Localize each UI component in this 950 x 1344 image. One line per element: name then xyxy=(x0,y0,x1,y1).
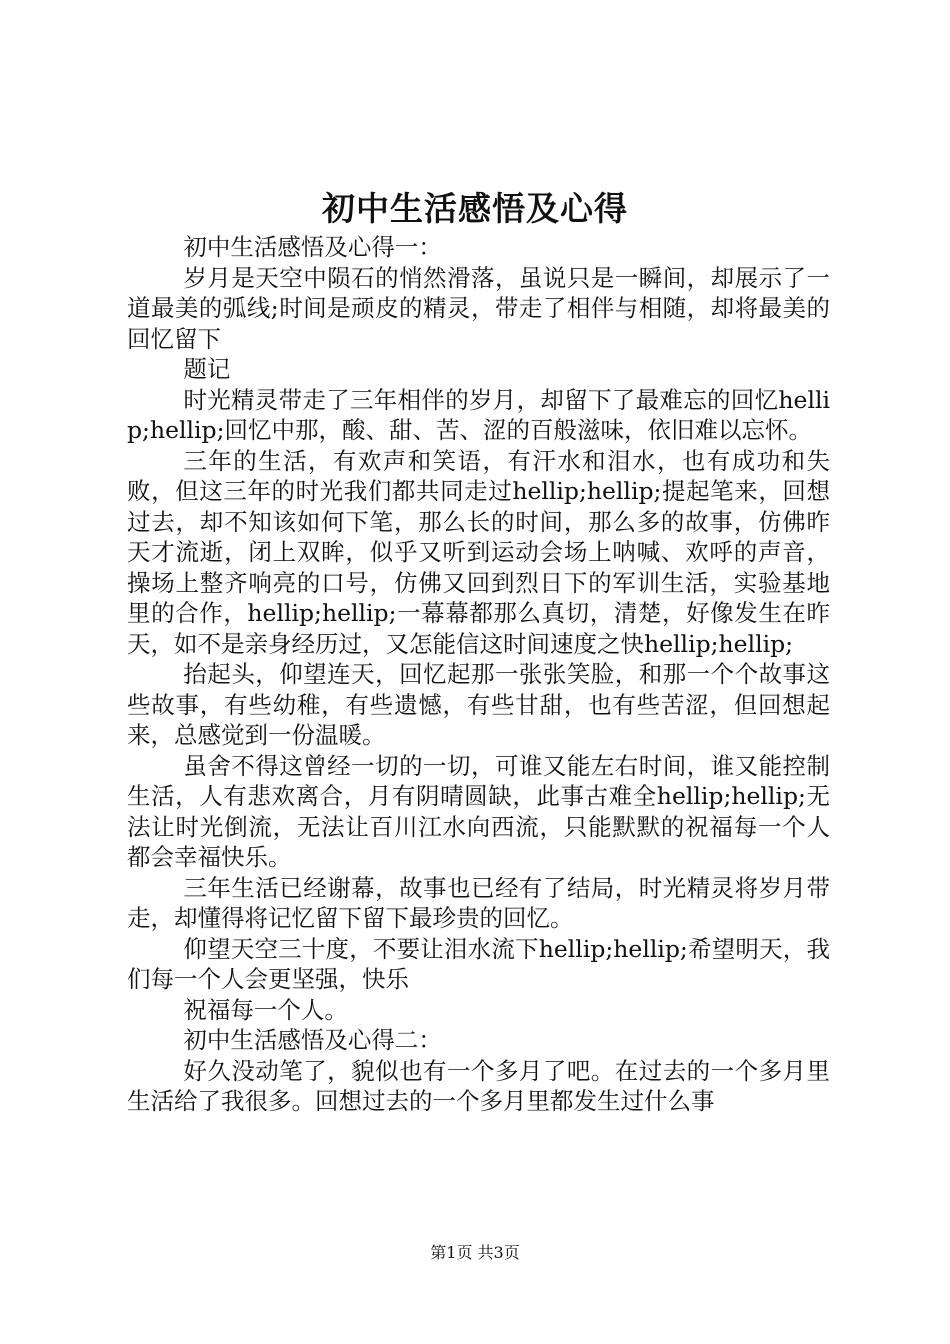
document-body xyxy=(127,232,830,1117)
paragraph: 虽舍不得这曾经一切的一切，可谁又能左右时间，谁又能控制生活，人有悲欢离合，月有阴晴圆缺，此事古难全hellip;hellip;无法让时光倒流，无法让百川江水向西流，只能默默的祝福每一个人都会幸福快乐。 xyxy=(127,751,830,871)
paragraph: 仰望天空三十度，不要让泪水流下hellip;hellip;希望明天，我们每一个人会更坚强，快乐 xyxy=(127,934,830,993)
paragraph: 初中生活感悟及心得二： xyxy=(183,1026,442,1054)
page-footer: 第1页 共3页 xyxy=(430,1243,520,1262)
paragraph: 题记 xyxy=(183,355,231,383)
paragraph: 抬起头，仰望连天，回忆起那一张张笑脸，和那一个个故事这些故事，有些幼稚，有些遗憾，有些甘甜，也有些苦涩，但回想起来，总感觉到一份温暖。 xyxy=(127,660,830,749)
paragraph: 祝福每一个人。 xyxy=(183,995,348,1024)
paragraph: 岁月是天空中陨石的悄然滑落，虽说只是一瞬间，却展示了一道最美的弧线;时间是顽皮的精灵，带走了相伴与相随，却将最美的回忆留下 xyxy=(127,263,830,353)
paragraph: 好久没动笔了，貌似也有一个多月了吧。在过去的一个多月里生活给了我很多。回想过去的一个多月里都发生过什么事 xyxy=(127,1056,830,1115)
paragraph: 初中生活感悟及心得一： xyxy=(183,233,442,261)
document-title: 初中生活感悟及心得 xyxy=(322,189,628,228)
paragraph: 三年生活已经谢幕，故事也已经有了结局，时光精灵将岁月带走，却懂得将记忆留下留下最珍贵的回忆。 xyxy=(127,873,830,932)
paragraph: 三年的生活，有欢声和笑语，有汗水和泪水，也有成功和失败，但这三年的时光我们都共同走过hellip;hellip;提起笔来，回想过去，却不知该如何下笔，那么长的时间，那么多的故事，仿佛昨天才流逝，闭上双眸，似乎又听到运动会场上呐喊、欢呼的声音，操场上整齐响亮的口号，仿佛又回到烈日下的军训生活，实验基地里的合作，hellip;hellip;一幕幕都那么真切，清楚，好像发生在昨天，如不是亲身经历过，又怎能信这时间速度之快hellip;hellip; xyxy=(127,446,830,658)
paragraph: 时光精灵带走了三年相伴的岁月，却留下了最难忘的回忆hellip;hellip;回忆中那，酸、甜、苦、涩的百般滋味，依旧难以忘怀。 xyxy=(127,385,830,444)
